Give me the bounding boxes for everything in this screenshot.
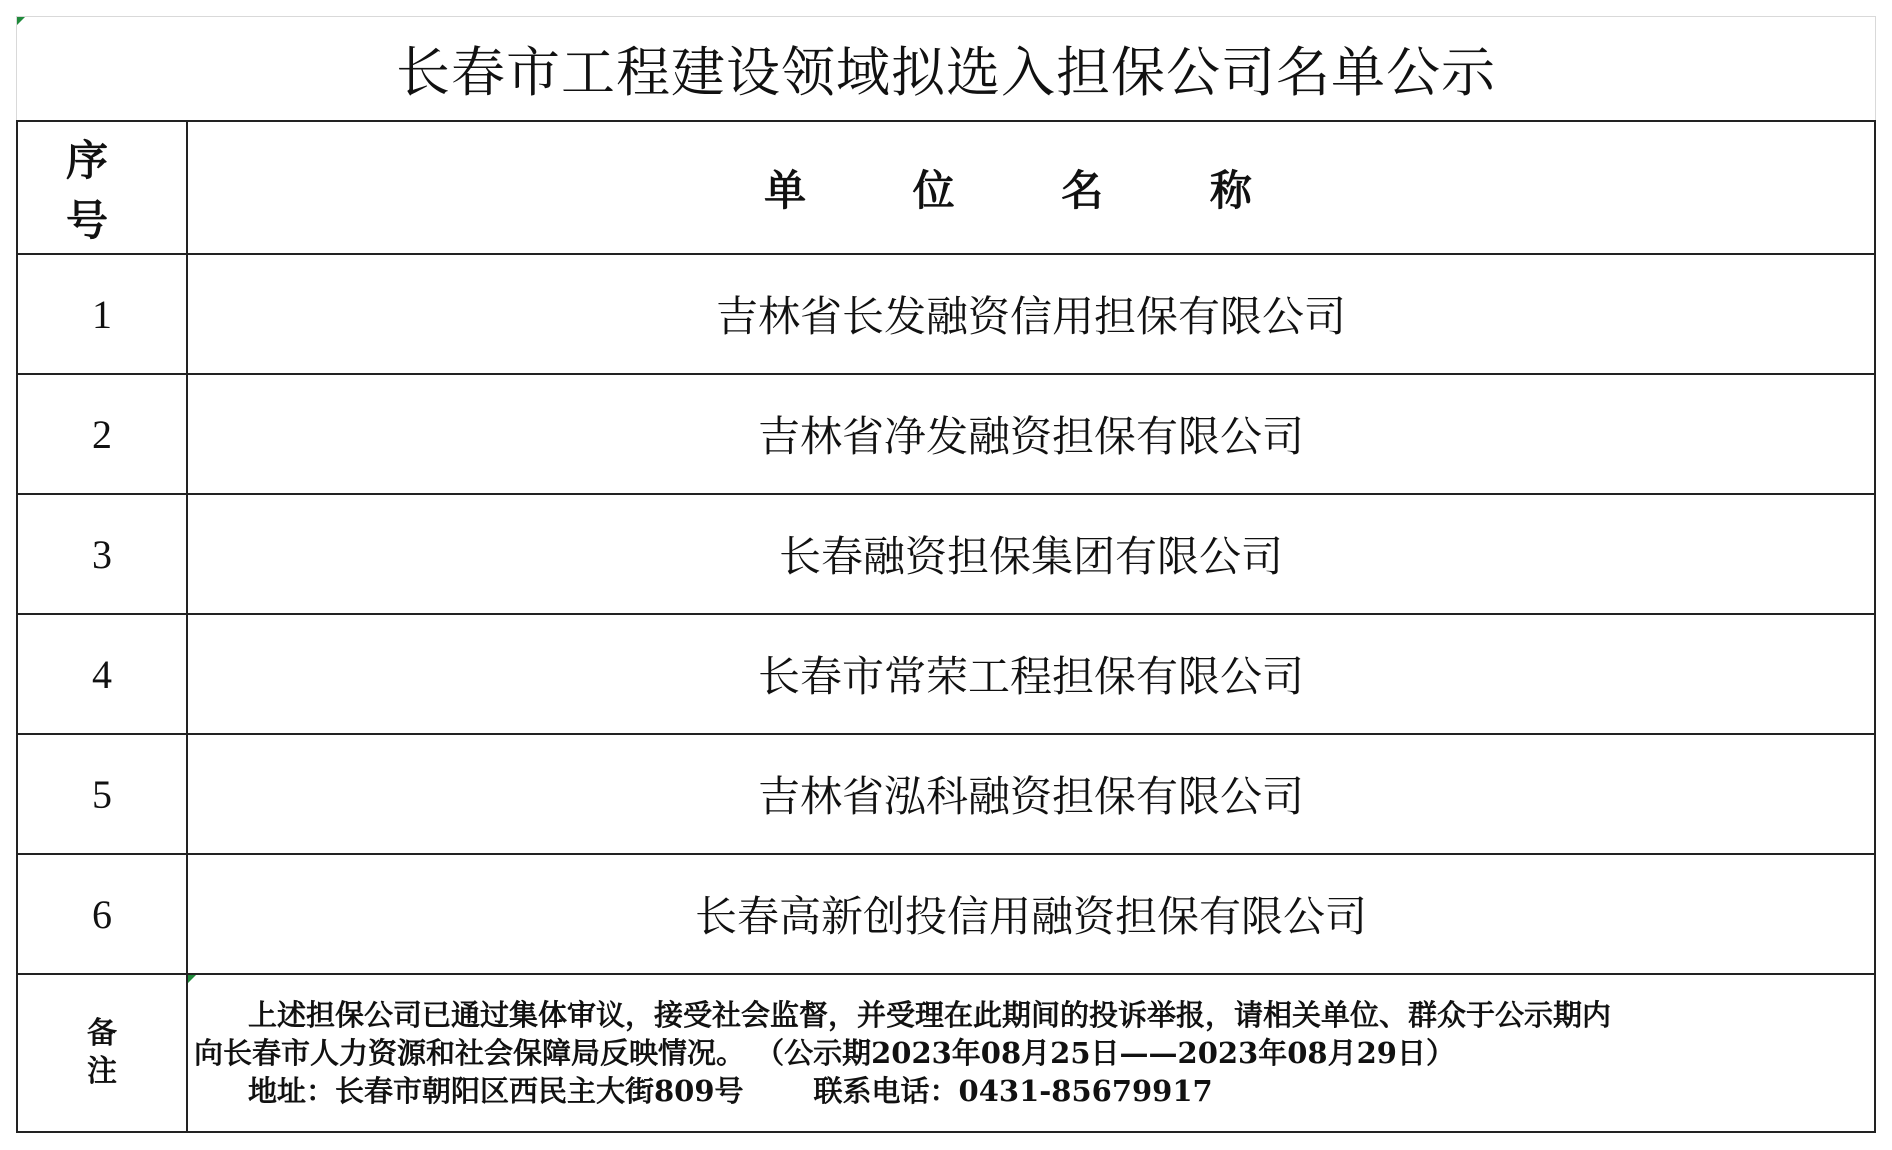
company-name: 吉林省泓科融资担保有限公司 <box>187 734 1875 854</box>
cell-marker-icon <box>188 975 196 983</box>
row-no: 6 <box>17 854 187 974</box>
page-title: 长春市工程建设领域拟选入担保公司名单公示 <box>396 41 1496 104</box>
company-name: 吉林省净发融资担保有限公司 <box>187 374 1875 494</box>
company-name: 长春高新创投信用融资担保有限公司 <box>187 854 1875 974</box>
company-name: 长春市常荣工程担保有限公司 <box>187 614 1875 734</box>
remark-label <box>17 974 187 1132</box>
remark-label-char: 注 <box>87 1054 117 1089</box>
sheet <box>16 16 1876 1133</box>
row-no: 4 <box>17 614 187 734</box>
company-name: 长春融资担保集团有限公司 <box>187 494 1875 614</box>
table-row <box>17 854 1875 974</box>
remark-row <box>17 974 1875 1132</box>
remark-text <box>187 974 1875 1132</box>
title-row <box>16 16 1876 120</box>
remark-line-1: 上述担保公司已通过集体审议，接受社会监督，并受理在此期间的投诉举报，请相关单位、群众于公示期内 <box>248 998 1612 1032</box>
header-name: 单 位 名 称 <box>187 121 1875 254</box>
row-no: 2 <box>17 374 187 494</box>
table-row <box>17 374 1875 494</box>
table-row <box>17 614 1875 734</box>
row-no: 3 <box>17 494 187 614</box>
company-name: 吉林省长发融资信用担保有限公司 <box>187 254 1875 374</box>
remark-line-2: 向长春市人力资源和社会保障局反映情况。 （公示期2023年08月25日——2023年08月29日） <box>194 1036 1455 1070</box>
row-no: 5 <box>17 734 187 854</box>
row-no: 1 <box>17 254 187 374</box>
remark-contact <box>194 1072 1868 1110</box>
header-no: 序 号 <box>17 121 187 254</box>
table-row <box>17 734 1875 854</box>
remark-address: 地址：长春市朝阳区西民主大街809号 <box>248 1074 744 1108</box>
company-table <box>16 120 1876 1133</box>
table-header-row <box>17 121 1875 254</box>
remark-label-char: 备 <box>87 1016 117 1051</box>
table-row <box>17 494 1875 614</box>
cell-marker-icon <box>17 17 25 25</box>
remark-phone: 联系电话：0431-85679917 <box>813 1074 1213 1108</box>
table-row <box>17 254 1875 374</box>
